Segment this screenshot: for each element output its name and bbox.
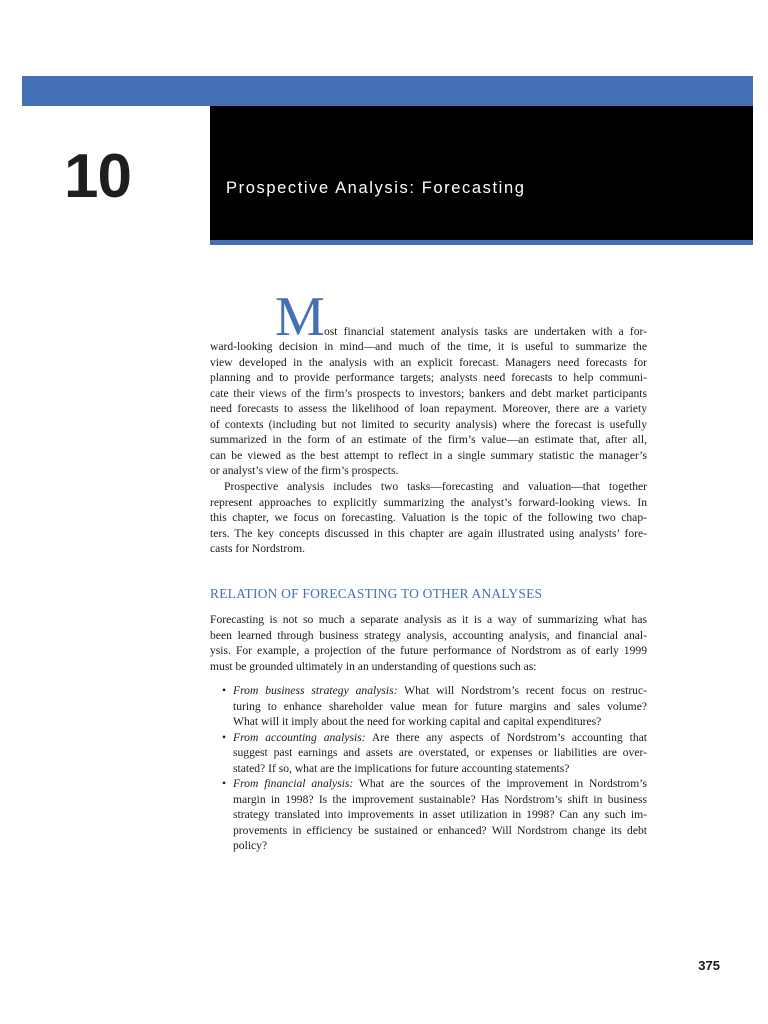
text-line: casts for Nordstrom. (210, 542, 305, 555)
section-paragraph (210, 612, 647, 674)
text-line: this chapter, we focus on forecasting. Valuation is the topic of the following two chap- (210, 511, 647, 524)
list-item (222, 730, 647, 777)
text-line: ward-looking decision in mind—and much of the time, it is useful to summarize the (210, 340, 647, 353)
text-line: strategy translated into improvements in asset utilization in 1998? Can any such im- (233, 808, 647, 821)
text-line: suggest past earnings and assets are overstated, or expenses or liabilities are over- (233, 746, 647, 759)
text-line: must be grounded ultimately in an understanding of questions such as: (210, 659, 537, 673)
top-accent-band (22, 76, 753, 106)
question-list (222, 683, 647, 854)
bullet-lead: From accounting analysis: (233, 730, 366, 744)
bullet-marker: • (222, 777, 227, 790)
text-line: provements in efficiency be sustained or enhanced? Will Nordstrom change its debt (233, 823, 647, 837)
intro-paragraph-1 (210, 339, 647, 479)
chapter-title: Prospective Analysis: Forecasting (226, 179, 526, 197)
intro-paragraph-2 (210, 479, 647, 557)
text-line: represent approaches to explicitly summarizing the analyst’s forward-looking views. In (210, 495, 647, 509)
bullet-text: Are there any aspects of Nordstrom’s accounting that (365, 730, 647, 744)
intro-first-line: ost financial statement analysis tasks are undertaken with a for- (324, 325, 647, 338)
text-line: policy? (233, 839, 268, 852)
chapter-title-block (210, 106, 753, 240)
text-line: of contexts (including but not limited to security analysis) where the forecast is usefully (210, 417, 647, 431)
bullet-text: What are the sources of the improvement in Nordstrom’s (353, 777, 647, 790)
bullet-marker: • (222, 730, 227, 744)
text-line: summarized in the form of an estimate of the firm’s value—an estimate that, after all, (210, 433, 647, 446)
text-line: margin in 1998? Is the improvement sustainable? Has Nordstrom’s shift in business (233, 792, 647, 806)
text-line: need forecasts to assess the likelihood of loan repayment. Moreover, there are a variety (210, 402, 647, 415)
bullet-lead: From business strategy analysis: (233, 684, 398, 697)
text-line: planning and to provide performance targets; analysts need forecasts to help communi- (210, 371, 647, 384)
text-line: cate their views of the firm’s prospects to investors; bankers and debt market participants (210, 386, 647, 400)
bullet-marker: • (222, 684, 227, 697)
list-item (222, 683, 647, 730)
chapter-number: 10 (64, 142, 131, 211)
text-line: ysis. For example, a projection of the future performance of Nordstrom as of early 1999 (210, 644, 647, 657)
title-block-underline (210, 240, 753, 245)
page-number: 375 (698, 958, 720, 973)
text-line: stated? If so, what are the implications for future accounting statements? (233, 761, 570, 775)
text-line: What will it imply about the need for working capital and capital expenditures? (233, 715, 602, 728)
bullet-text: What will Nordstrom’s recent focus on restruc- (397, 684, 647, 697)
text-line: Forecasting is not so much a separate analysis as it is a way of summarizing what has (210, 613, 647, 626)
drop-cap: M (275, 286, 325, 348)
text-line: Prospective analysis includes two tasks—forecasting and valuation—that together (224, 480, 647, 493)
text-line: turing to enhance shareholder value mean for future margins and sales volume? (233, 699, 647, 713)
text-line: ters. The key concepts discussed in this chapter are again illustrated using analysts’ fore- (210, 526, 647, 540)
list-item (222, 776, 647, 854)
text-line: been learned through business strategy analysis, accounting analysis, and financial anal- (210, 628, 647, 642)
bullet-lead: From financial analysis: (233, 777, 354, 790)
section-heading: RELATION OF FORECASTING TO OTHER ANALYSES (210, 586, 543, 601)
text-line: or analyst’s view of the firm’s prospects. (210, 464, 399, 477)
text-line: view developed in the analysis with an explicit forecast. Managers need forecasts for (210, 355, 647, 369)
text-line: can be viewed as the best attempt to reflect in a single summary statistic the manager’s (210, 448, 647, 462)
